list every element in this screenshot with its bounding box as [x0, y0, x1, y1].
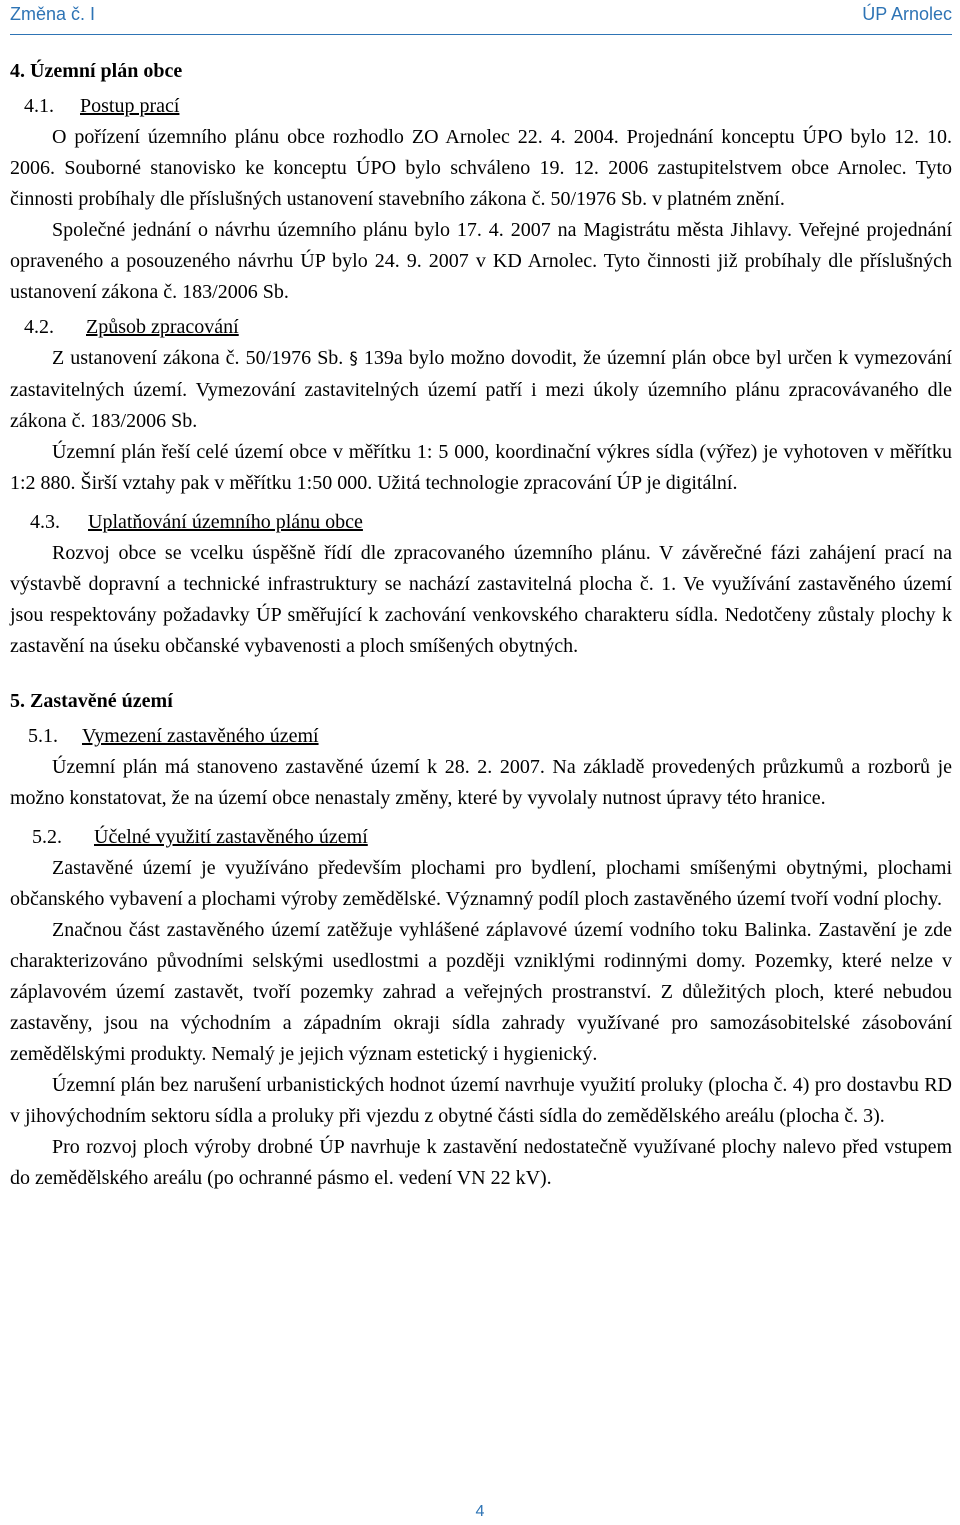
header-document-title: Změna č. I	[10, 4, 96, 24]
header-plan-name: ÚP Arnolec	[862, 4, 952, 24]
heading-4-3-title: Uplatňování územního plánu obce	[88, 511, 363, 533]
heading-4-3-number: 4.3.	[30, 511, 60, 533]
heading-5-2-number: 5.2.	[32, 826, 62, 848]
document-body	[10, 56, 952, 1194]
section-symbol: §	[349, 349, 358, 369]
paragraph-5-2-a: Zastavěné území je využíváno především plochami pro bydlení, plochami smíšenými obytnými, plochami občanského vybavení a plochami výroby zemědělské. Významný podíl ploch zastavěného území tvoří vodní plochy.	[10, 857, 952, 910]
paragraph-5-2-c: Územní plán bez narušení urbanistických hodnot území navrhuje využití proluky (plocha č. 4) pro dostavbu RD v jihovýchodním sektoru sídla a proluky při vjezdu z obytné části sídla do zemědělského areálu (plocha č. 3).	[10, 1074, 952, 1127]
heading-4-1-title: Postup prací	[80, 95, 180, 117]
heading-4-1-number: 4.1.	[24, 95, 54, 117]
paragraph-4-1-b: Společné jednání o návrhu územního plánu bylo 17. 4. 2007 na Magistrátu města Jihlavy. Veřejné projednání opraveného a posouzeného návrhu ÚP bylo 24. 9. 2007 v KD Arnolec. Tyto činnosti již probíhaly dle příslušných ustanovení zákona č. 183/2006 Sb.	[10, 219, 952, 303]
paragraph-4-2-a	[10, 343, 952, 437]
heading-5-1-number: 5.1.	[28, 725, 58, 747]
heading-section-4: 4. Územní plán obce	[10, 60, 183, 82]
heading-section-5: 5. Zastavěné území	[10, 690, 173, 712]
page-header	[10, 0, 952, 35]
paragraph-4-1-a: O pořízení územního plánu obce rozhodlo ZO Arnolec 22. 4. 2004. Projednání konceptu ÚPO bylo 12. 10. 2006. Souborné stanovisko ke konceptu ÚPO bylo schváleno 19. 12. 2006 zastupitelstvem obce Arnolec. Tyto činnosti probíhaly dle příslušných ustanovení stavebního zákona č. 50/1976 Sb. v platném znění.	[10, 126, 952, 210]
paragraph-5-2-b: Značnou část zastavěného území zatěžuje vyhlášené záplavové území vodního toku Balinka. Zastavění je zde charakterizováno původními selskými usedlostmi a později vzniklými rodinnými domy. Pozemky, které nelze v záplavovém území zastavět, tvoří pozemky zahrad a veřejných prostranství. Z důležitých ploch, které nebudou zastavěny, jsou na východním a západním okraji sídla zahrady využívané pro samozásobitelské zásobování zemědělskými produkty. Nemalý je jejich význam estetický i hygienický.	[10, 919, 952, 1065]
paragraph-5-2-d: Pro rozvoj ploch výroby drobné ÚP navrhuje k zastavění nedostatečně využívané plochy nalevo před vstupem do zemědělského areálu (po ochranné pásmo el. vedení VN 22 kV).	[10, 1136, 952, 1189]
heading-4-3	[10, 507, 952, 538]
page-number: 4	[475, 1503, 485, 1520]
paragraph-5-1-a: Územní plán má stanoveno zastavěné území k 28. 2. 2007. Na základě provedených průzkumů a rozborů je možno konstatovat, že na území obce nenastaly změny, které by vyvolaly nutnost úpravy této hranice.	[10, 756, 952, 809]
paragraph-4-2-b: Územní plán řeší celé území obce v měřítku 1: 5 000, koordinační výkres sídla (výřez) je vyhotoven v měřítku 1:2 880. Širší vztahy pak v měřítku 1:50 000. Užitá technologie zpracování ÚP je digitální.	[10, 441, 952, 494]
heading-4-2	[10, 312, 952, 343]
paragraph-4-2-a-end: 139a bylo možno dovodit, že územní plán obce byl určen k vymezování zastavitelných území. Vymezování zastavitelných území patří i mezi úkoly územního plánu zpracovávaného dle zákona č. 183/2006 Sb.	[10, 347, 952, 432]
heading-4-2-number: 4.2.	[24, 316, 54, 338]
heading-4-2-title: Způsob zpracování	[86, 316, 239, 338]
heading-5-2-title: Účelné využití zastavěného území	[94, 826, 368, 848]
heading-5-2	[10, 822, 952, 853]
heading-5-1-title: Vymezení zastavěného území	[82, 725, 319, 747]
heading-4-1	[10, 91, 952, 122]
heading-5-1	[10, 721, 952, 752]
paragraph-4-3-a: Rozvoj obce se vcelku úspěšně řídí dle zpracovaného územního plánu. V závěrečné fázi zahájení prací na výstavbě dopravní a technické infrastruktury se nachází zastavitelná plocha č. 1. Ve využívání zastavěného území jsou respektovány požadavky ÚP směřující k zachování venkovského charakteru sídla. Nedotčeny zůstaly plochy k zastavění na úseku občanské vybavenosti a ploch smíšených obytných.	[10, 542, 952, 657]
paragraph-4-2-a-start: Z ustanovení zákona č. 50/1976 Sb.	[52, 347, 350, 369]
